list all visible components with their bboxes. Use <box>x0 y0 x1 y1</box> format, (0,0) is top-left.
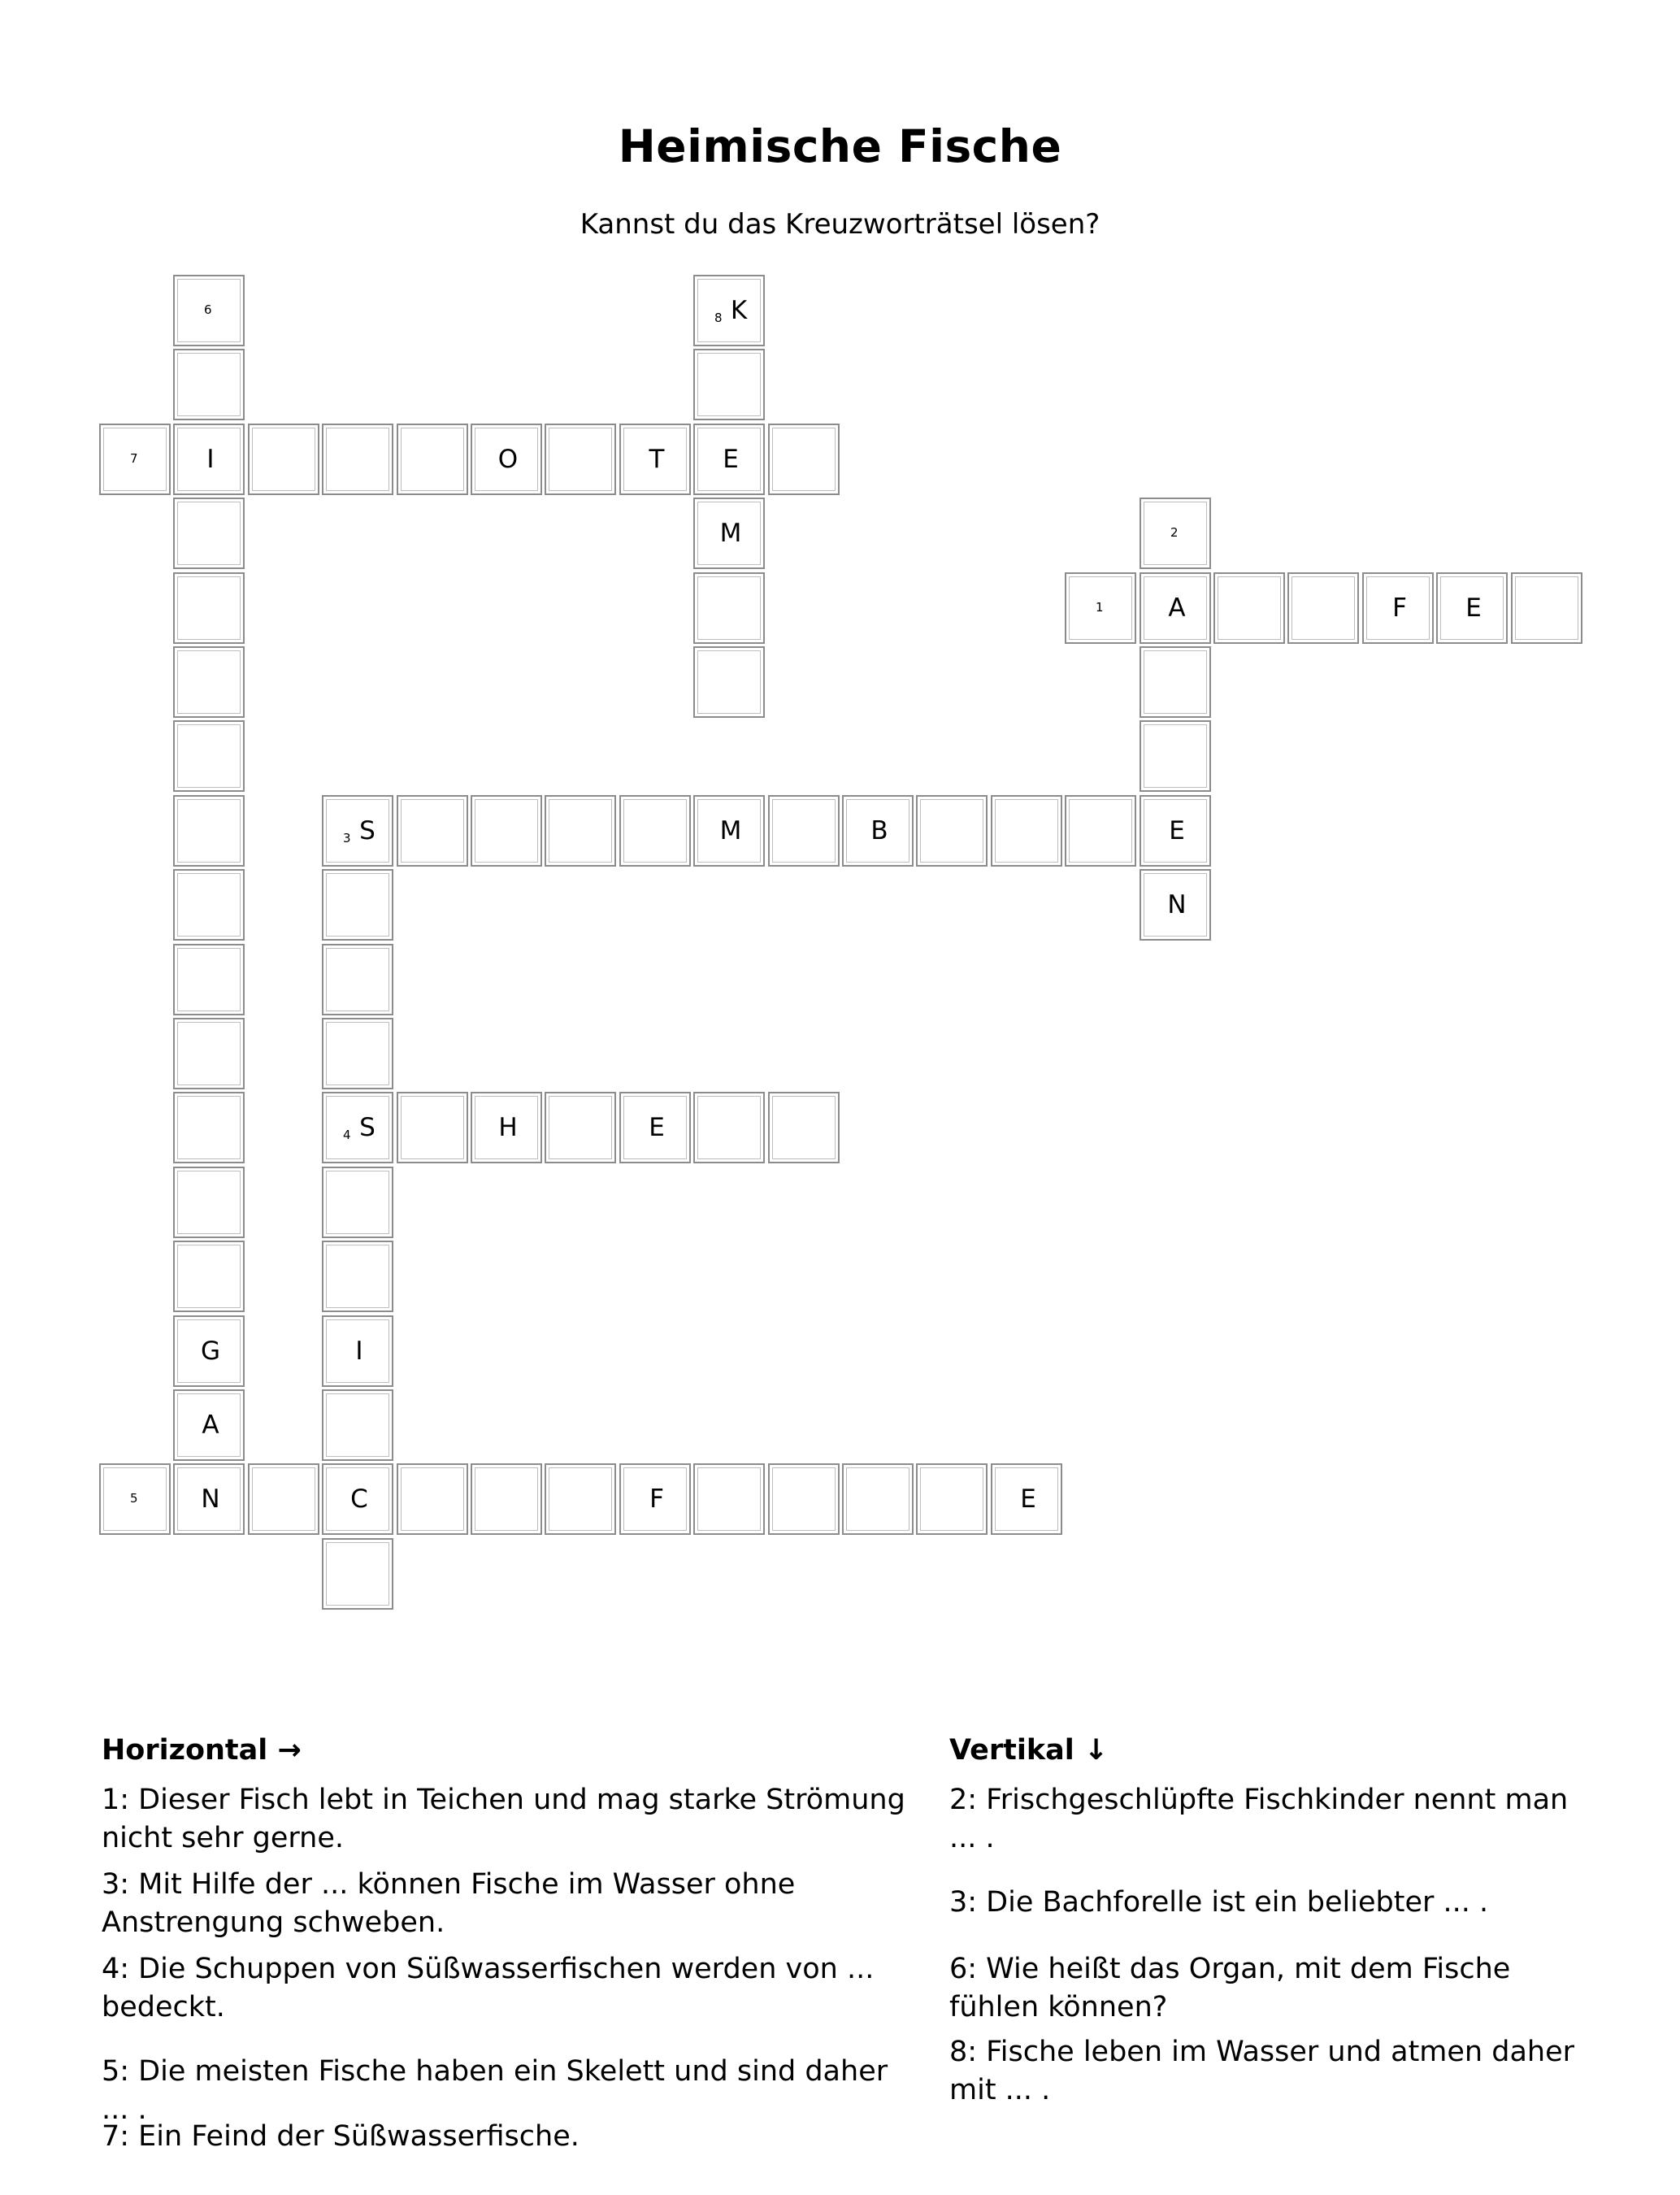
crossword-cell[interactable] <box>322 424 393 495</box>
clue-number: 8 <box>714 311 723 325</box>
cell-letter: G <box>200 1337 221 1366</box>
crossword-cell[interactable] <box>173 1463 245 1535</box>
crossword-cell[interactable] <box>768 795 840 867</box>
clue-vertical-2: 2: Frischgeschlüpfte Fischkinder nennt man ... . <box>949 1784 1569 1854</box>
crossword-cell[interactable] <box>693 1463 765 1535</box>
crossword-cell[interactable] <box>1140 646 1211 718</box>
crossword-cell[interactable] <box>322 1463 393 1535</box>
clue-number: 3 <box>343 831 351 845</box>
crossword-cell[interactable] <box>173 498 245 569</box>
page-subtitle: Kannst du das Kreuzworträtsel lösen? <box>580 208 1100 241</box>
crossword-cell[interactable] <box>991 795 1062 867</box>
clue-number: 2 <box>1170 525 1179 540</box>
cell-letter: B <box>870 816 888 845</box>
crossword-cell[interactable] <box>322 1241 393 1312</box>
crossword-cell[interactable] <box>693 646 765 718</box>
crossword-cell[interactable] <box>842 1463 914 1535</box>
clue-number: 7 <box>130 451 138 466</box>
crossword-cell[interactable] <box>173 1315 245 1387</box>
cell-letter: M <box>719 519 742 548</box>
crossword-cell[interactable] <box>397 1463 468 1535</box>
crossword-cell[interactable] <box>471 1463 542 1535</box>
crossword-cell[interactable] <box>322 869 393 941</box>
crossword-cell[interactable] <box>545 1463 616 1535</box>
crossword-cell[interactable] <box>693 424 765 495</box>
crossword-cell[interactable] <box>248 1463 319 1535</box>
crossword-cell[interactable] <box>619 795 691 867</box>
crossword-cell[interactable] <box>322 1018 393 1089</box>
crossword-cell[interactable] <box>1511 572 1582 644</box>
crossword-cell[interactable] <box>173 572 245 644</box>
crossword-cell[interactable] <box>471 424 542 495</box>
cell-letter: A <box>202 1410 219 1440</box>
crossword-cell[interactable] <box>768 1092 840 1163</box>
clue-number: 1 <box>1096 600 1104 615</box>
crossword-cell[interactable] <box>693 795 765 867</box>
crossword-cell[interactable] <box>322 795 393 867</box>
crossword-cell[interactable] <box>545 424 616 495</box>
crossword-cell[interactable] <box>1065 572 1136 644</box>
crossword-cell[interactable] <box>1213 572 1285 644</box>
cell-letter: S <box>359 1113 376 1142</box>
clue-horizontal-4: 4: Die Schuppen von Süßwasserfischen werden von ... bedeckt. <box>102 1953 875 2023</box>
clue-horizontal-5: 5: Die meisten Fische haben ein Skelett und sind daher ... . <box>102 2055 888 2126</box>
crossword-cell[interactable] <box>173 349 245 420</box>
crossword-cell[interactable] <box>693 572 765 644</box>
cell-letter: H <box>498 1113 518 1142</box>
cell-letter: I <box>206 445 215 474</box>
clue-horizontal-3: 3: Mit Hilfe der ... können Fische im Wasser ohne Anstrengung schweben. <box>102 1868 796 1939</box>
crossword-cell[interactable] <box>173 1389 245 1461</box>
crossword-cell[interactable] <box>693 1092 765 1163</box>
crossword-cell[interactable] <box>619 1463 691 1535</box>
clue-horizontal-1: 1: Dieser Fisch lebt in Teichen und mag starke Strömung nicht sehr gerne. <box>102 1784 905 1854</box>
crossword-cell[interactable] <box>322 1538 393 1610</box>
crossword-cell[interactable] <box>322 1167 393 1238</box>
cell-letter: T <box>649 445 665 474</box>
cell-letter: N <box>1167 890 1187 919</box>
crossword-cell[interactable] <box>768 1463 840 1535</box>
crossword-cell[interactable] <box>693 498 765 569</box>
crossword-cell[interactable] <box>322 1092 393 1163</box>
crossword-cell[interactable] <box>173 1241 245 1312</box>
cell-letter: O <box>497 445 519 474</box>
crossword-cell[interactable] <box>916 795 988 867</box>
clue-horizontal-7: 7: Ein Feind der Süßwasserfische. <box>102 2120 580 2153</box>
crossword-cell[interactable] <box>173 869 245 941</box>
clue-number: 6 <box>204 302 212 317</box>
crossword-cell[interactable] <box>545 1092 616 1163</box>
crossword-cell[interactable] <box>99 424 171 495</box>
cell-letter: E <box>1169 816 1185 845</box>
crossword-cell[interactable] <box>173 720 245 792</box>
crossword-cell[interactable] <box>173 646 245 718</box>
cell-letter: C <box>350 1484 368 1514</box>
cell-letter: F <box>1392 593 1407 623</box>
crossword-cell[interactable] <box>397 1092 468 1163</box>
crossword-cell[interactable] <box>173 424 245 495</box>
crossword-cell[interactable] <box>1140 572 1211 644</box>
cell-letter: S <box>359 816 376 845</box>
crossword-cell[interactable] <box>397 424 468 495</box>
cell-letter: E <box>649 1113 665 1142</box>
crossword-cell[interactable] <box>619 424 691 495</box>
crossword-cell[interactable] <box>842 795 914 867</box>
crossword-cell[interactable] <box>248 424 319 495</box>
crossword-cell[interactable] <box>322 1389 393 1461</box>
cell-letter: A <box>1168 593 1186 623</box>
clue-number: 4 <box>343 1128 351 1142</box>
cell-letter: E <box>723 445 739 474</box>
crossword-cell[interactable] <box>991 1463 1062 1535</box>
clue-number: 5 <box>130 1491 138 1506</box>
page-title: Heimische Fische <box>618 120 1062 172</box>
cell-letter: M <box>719 816 742 845</box>
clue-vertical-3: 3: Die Bachforelle ist ein beliebter ... . <box>949 1886 1489 1919</box>
crossword-cell[interactable] <box>1140 869 1211 941</box>
crossword-cell[interactable] <box>619 1092 691 1163</box>
cell-letter: E <box>1020 1484 1036 1514</box>
crossword-cell[interactable] <box>545 795 616 867</box>
crossword-cell[interactable] <box>471 1092 542 1163</box>
crossword-cell[interactable] <box>173 795 245 867</box>
crossword-cell[interactable] <box>916 1463 988 1535</box>
crossword-cell[interactable] <box>768 424 840 495</box>
crossword-cell[interactable] <box>173 944 245 1015</box>
clue-vertical-8: 8: Fische leben im Wasser und atmen daher mit ... . <box>949 2036 1574 2106</box>
cell-letter: N <box>201 1484 220 1514</box>
crossword-cell[interactable] <box>173 1167 245 1238</box>
crossword-cell[interactable] <box>99 1463 171 1535</box>
crossword-cell[interactable] <box>322 944 393 1015</box>
crossword-cell[interactable] <box>1065 795 1136 867</box>
crossword-cell[interactable] <box>173 1018 245 1089</box>
crossword-cell[interactable] <box>693 275 765 346</box>
crossword-cell[interactable] <box>1362 572 1434 644</box>
clues-vertical-heading: Vertikal ↓ <box>949 1734 1109 1767</box>
clue-vertical-6: 6: Wie heißt das Organ, mit dem Fische fühlen können? <box>949 1953 1511 2023</box>
crossword-cell[interactable] <box>471 795 542 867</box>
crossword-cell[interactable] <box>173 275 245 346</box>
crossword-cell[interactable] <box>1140 498 1211 569</box>
crossword-cell[interactable] <box>1287 572 1359 644</box>
cell-letter: I <box>355 1337 363 1366</box>
clues-horizontal-heading: Horizontal → <box>102 1734 302 1767</box>
crossword-cell[interactable] <box>1436 572 1508 644</box>
cell-letter: K <box>730 296 748 325</box>
crossword-cell[interactable] <box>322 1315 393 1387</box>
crossword-cell[interactable] <box>1140 795 1211 867</box>
crossword-cell[interactable] <box>693 349 765 420</box>
crossword-cell[interactable] <box>1140 720 1211 792</box>
cell-letter: F <box>649 1484 664 1514</box>
crossword-cell[interactable] <box>173 1092 245 1163</box>
cell-letter: E <box>1465 593 1482 623</box>
crossword-cell[interactable] <box>397 795 468 867</box>
